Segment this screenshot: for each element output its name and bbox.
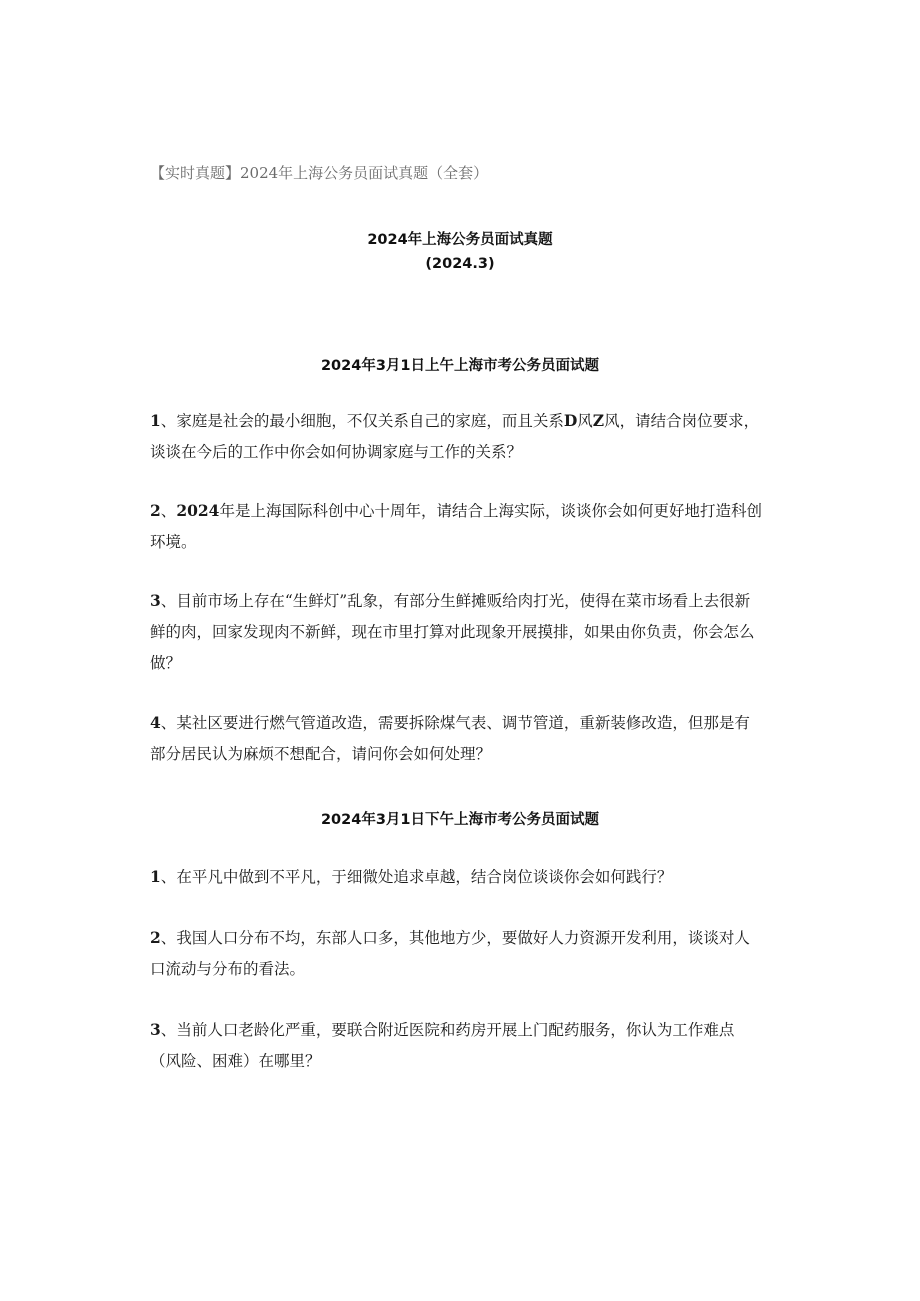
question-morning-1 [150,405,762,468]
question-text: 年是上海国际科创中心十周年，请结合上海实际，谈谈你会如何更好地打造科创环境。 [150,502,762,551]
question-bold-letter: D [563,411,578,430]
section-heading-afternoon: 2024年3月1日下午上海市考公务员面试题 [320,812,600,828]
question-number: 3 [150,1020,161,1039]
question-separator: 、 [160,714,177,732]
question-morning-4 [150,707,762,770]
question-number: 2 [150,501,161,520]
question-separator: 、 [160,502,177,520]
question-morning-3 [150,585,762,679]
question-afternoon-3 [150,1014,762,1077]
section-heading-morning: 2024年3月1日上午上海市考公务员面试题 [320,358,600,374]
question-separator: 、 [160,592,177,610]
title-date: (2024.3) [425,256,495,272]
question-separator: 、 [160,1021,177,1039]
title-main: 2024年上海公务员面试真题 [367,232,553,248]
question-number: 1 [150,867,161,886]
question-separator: 、 [160,929,177,947]
question-morning-2 [150,495,762,558]
question-text: 风 [577,412,593,430]
question-number: 4 [150,713,161,732]
question-text: 风，请结合岗位要求，谈谈在今后的工作中你会如何协调家庭与工作的关系？ [150,412,760,461]
question-number: 3 [150,591,161,610]
question-afternoon-2 [150,922,762,985]
question-text: 在平凡中做到不平凡，于细微处追求卓越，结合岗位谈谈你会如何践行？ [176,868,673,886]
question-separator: 、 [160,868,177,886]
document-header: 【实时真题】2024年上海公务员面试真题（全套） [150,164,489,182]
question-afternoon-1 [150,861,762,893]
question-text: 目前市场上存在“生鲜灯”乱象，有部分生鲜摊贩给肉打光，使得在菜市场看上去很新鲜的肉，回家发现肉不新鲜，现在市里打算对此现象开展摸排，如果由你负责，你会怎么做？ [150,592,755,672]
question-separator: 、 [160,412,177,430]
question-number: 2 [150,928,161,947]
question-text: 家庭是社会的最小细胞，不仅关系自己的家庭，而且关系 [176,412,564,430]
question-text: 某社区要进行燃气管道改造，需要拆除煤气表、调节管道，重新装修改造，但那是有部分居民认为麻烦不想配合，请问你会如何处理？ [150,714,750,763]
question-text: 当前人口老龄化严重，要联合附近医院和药房开展上门配药服务，你认为工作难点（风险、困难）在哪里？ [150,1021,735,1070]
question-bold-year: 2024 [176,501,220,520]
question-text: 我国人口分布不均，东部人口多，其他地方少，要做好人力资源开发利用，谈谈对人口流动与分布的看法。 [150,929,750,978]
question-number: 1 [150,411,161,430]
document-title [0,228,920,276]
question-bold-letter: Z [592,411,605,430]
